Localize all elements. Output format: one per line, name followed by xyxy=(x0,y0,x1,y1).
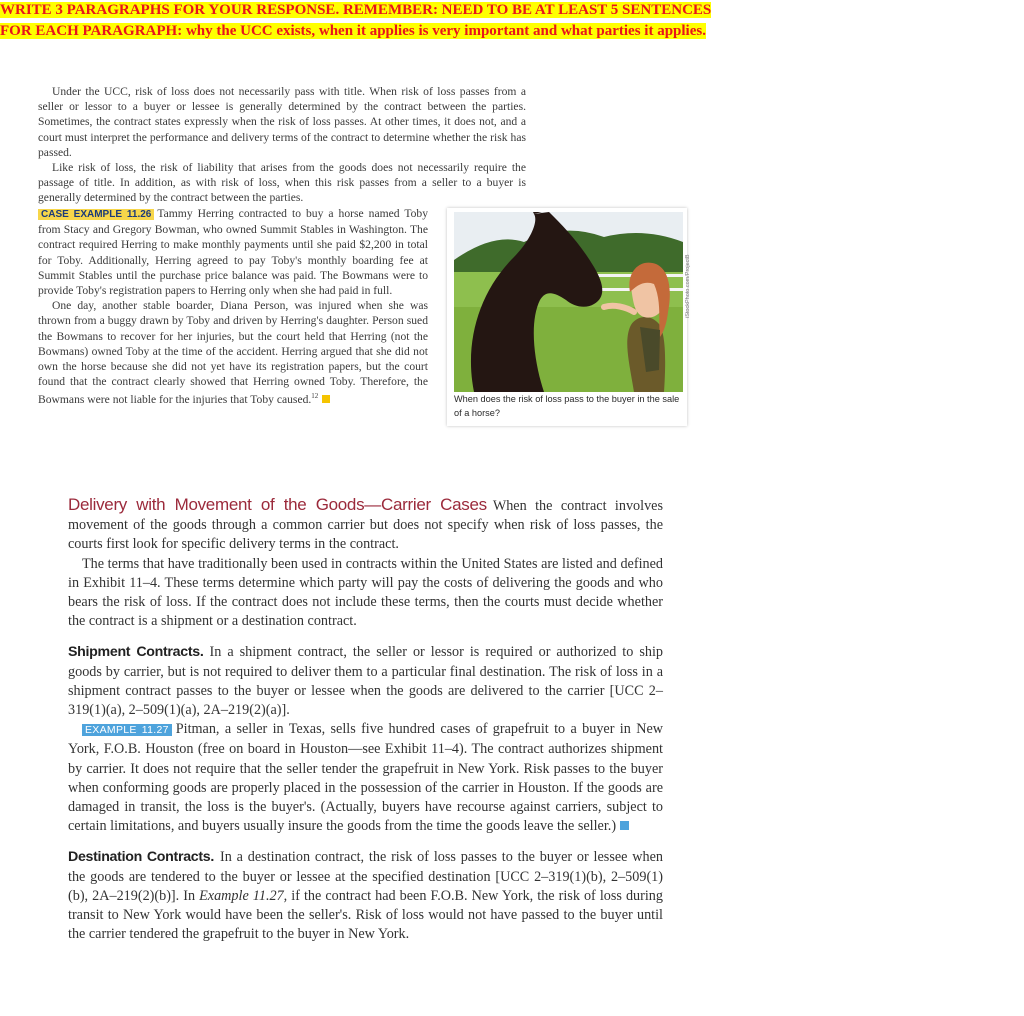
destination-text-b: if the contract had been F.O.B. New York, the risk of loss during transit to New York would have been the seller's. Risk of loss would not have passed to the buyer until the carrier tendered the grapefruit to the buyer in New York. xyxy=(68,887,663,943)
prompt-highlight: WRITE 3 PARAGRAPHS FOR YOUR RESPONSE. REMEMBER: NEED TO BE AT LEAST 5 SENTENCES FOR EACH PARAGRAPH: why the UCC exists, when it applies is very important and what parties it applies. xyxy=(0,2,712,39)
delivery-text: When the contract involves movement of the goods through a common carrier but does not specify when risk of loss passes, the courts first look for specific delivery terms in the contract. xyxy=(68,498,663,553)
subheading-destination-contracts: Destination Contracts. xyxy=(68,849,215,866)
example-paragraph xyxy=(68,720,663,836)
subheading-shipment-contracts: Shipment Contracts. xyxy=(68,644,204,661)
case-example-text-2: One day, another stable boarder, Diana Person, was injured when she was thrown from a buggy drawn by Toby and driven by Herring's daughter. Person sued the Bowmans to recover for her injuries, but the court held that Herring (not the Bowmans) owned Toby at the time of the accident. Herring argued that she did not own the horse because she did not yet have its registration papers, but the court found that the contract clearly showed that Herring owned Toby. Therefore, the Bowmans were not liable for the injuries that Toby caused. xyxy=(38,299,428,407)
carrier-cases-section xyxy=(68,495,663,944)
destination-text-a: In a destination contract, the risk of loss passes to the buyer or lessee when the goods are tendered to the buyer or lessee at the specified destination [UCC 2–319(1)(b), 2–509(1)(b), 2A–219(2)(b)]. In xyxy=(68,849,663,904)
case-example-paragraph xyxy=(38,206,428,298)
risk-of-loss-section xyxy=(38,84,526,206)
figure-caption: When does the risk of loss pass to the buyer in the sale of a horse? xyxy=(454,394,680,418)
delivery-terms-paragraph: The terms that have traditionally been used in contracts within the United States are listed and defined in Exhibit 11–4. These terms determine which party will pay the costs of delivering the goods and who bears the risk of loss. If the contract does not include these terms, then the courts must decide whether the contract is a shipment or a destination contract. xyxy=(68,555,663,630)
photo-credit: iStockPhoto.com/ProjectB xyxy=(685,254,691,318)
case-example-paragraph-2 xyxy=(38,298,428,407)
section-heading-delivery: Delivery with Movement of the Goods—Carrier Cases xyxy=(68,495,487,514)
end-marker-icon xyxy=(620,821,629,830)
horse-photo xyxy=(454,212,683,392)
case-example-text: Tammy Herring contracted to buy a horse named Toby from Stacy and Gregory Bowman, who owned Summit Stables in Washington. The contract required Herring to make monthly payments until she paid $2,200 in total for Toby. Additionally, Herring agreed to pay Toby's monthly boarding fee at Summit Stables until the purchase price balance was paid. The Bowmans were to provide Toby's registration papers to Herring only when she had paid in full. xyxy=(38,207,429,298)
assignment-prompt xyxy=(0,0,730,42)
end-marker-icon xyxy=(322,395,330,403)
paragraph-risk-of-loss: Under the UCC, risk of loss does not necessarily pass with title. When risk of loss passes from a seller or lessor to a buyer or lessee is generally determined by the contract between the parties. Sometimes, the contract states expressly when the risk of loss passes. At other times, it does not, and a court must interpret the performance and delivery terms of the contract to determine whether the risk has passed. xyxy=(38,85,526,159)
shipment-paragraph xyxy=(68,643,663,720)
footnote-marker: 12 xyxy=(311,392,319,401)
shipment-text: In a shipment contract, the seller or lessor is required or authorized to ship goods by carrier, but is not required to deliver them to a particular final destination. The risk of loss in a shipment contract passes to the buyer or lessee when the goods are delivered to the carrier [UCC 2–319(1)(a), 2–509(1)(a), 2A–219(2)(a)]. xyxy=(68,644,663,719)
example-reference: Example 11.27, xyxy=(199,887,288,904)
case-example-block xyxy=(38,206,428,408)
destination-paragraph xyxy=(68,848,663,944)
delivery-paragraph xyxy=(68,495,663,555)
horse-and-woman-illustration xyxy=(454,212,683,392)
paragraph-risk-of-liability: Like risk of loss, the risk of liability that arises from the goods does not necessarily require the passage of title. In addition, as with risk of loss, when this risk passes from a seller to a buyer is generally determined by the contract between the parties. xyxy=(38,161,526,205)
case-example-tag: CASE EXAMPLE 11.26 xyxy=(38,209,154,220)
horse-figure xyxy=(447,208,691,426)
example-tag: EXAMPLE 11.27 xyxy=(82,724,172,736)
example-text: Pitman, a seller in Texas, sells five hundred cases of grapefruit to a buyer in New York, F.O.B. Houston (free on board in Houston—see Exhibit 11–4). The contract authorizes shipment by carrier. It does not require that the seller tender the grapefruit in New York. Risk passes to the buyer when conforming goods are properly placed in the possession of the carrier in Houston. If the goods are damaged in transit, the loss is the buyer's. (Actually, buyers have recourse against carriers, subject to certain limitations, and buyers usually insure the goods from the time the goods leave the seller.) xyxy=(68,721,663,835)
